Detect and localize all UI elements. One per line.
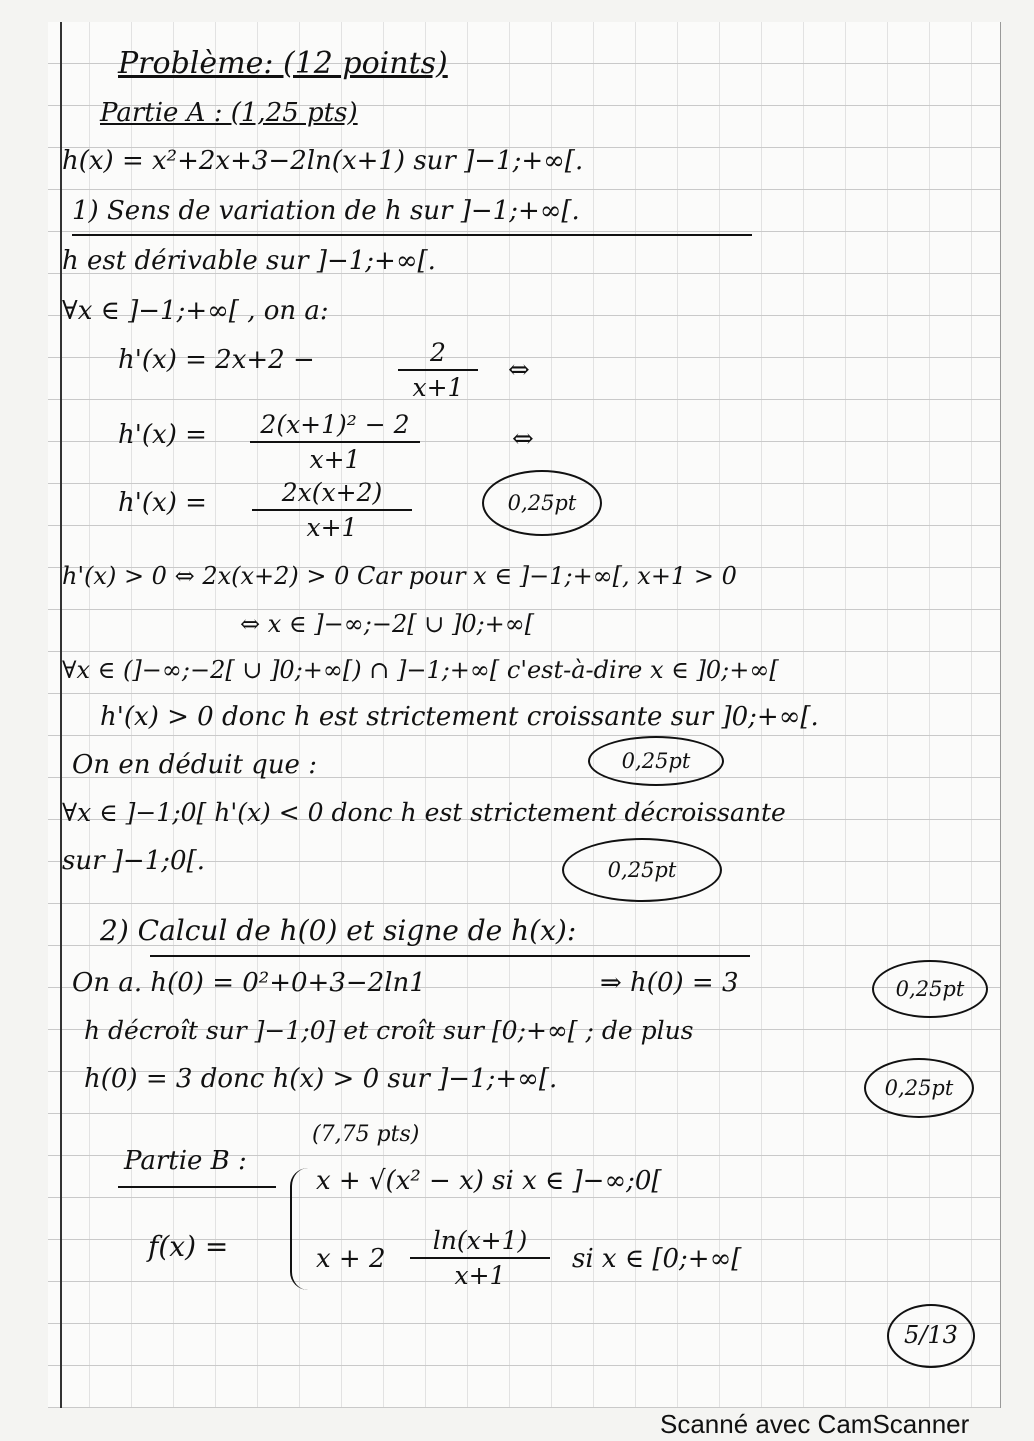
f-lhs: f(x) = — [148, 1230, 229, 1263]
decreasing-line: ∀x ∈ ]−1;0[ h'(x) < 0 donc h est strictement décroissante — [62, 798, 786, 827]
case-2-prefix: x + 2 — [316, 1244, 386, 1274]
question-1-underline — [72, 234, 752, 236]
deriv1-lhs: h'(x) = 2x+2 − — [118, 345, 315, 375]
derivable-line: h est dérivable sur ]−1;+∞[. — [62, 246, 436, 276]
sign-line-3: ∀x ∈ (]−∞;−2[ ∪ ]0;+∞[) ∩ ]−1;+∞[ c'est-à-dire x ∈ ]0;+∞[ — [62, 656, 779, 684]
sign-line-1: h'(x) > 0 ⇔ 2x(x+2) > 0 Car pour x ∈ ]−1;+∞[, x+1 > 0 — [62, 562, 737, 590]
deriv3-lhs: h'(x) = — [118, 488, 207, 518]
points-badge-5: 0,25pt — [864, 1058, 974, 1118]
piecewise-brace — [290, 1168, 314, 1290]
deriv1-equiv: ⇔ — [508, 355, 530, 385]
case-2-numerator: ln(x+1) — [410, 1226, 550, 1259]
h0-result: ⇒ h(0) = 3 — [600, 968, 739, 998]
decreasing-interval: sur ]−1;0[. — [62, 846, 205, 876]
deriv3-denominator: x+1 — [306, 513, 358, 542]
partB-underline — [118, 1186, 276, 1188]
camscanner-footer: Scanné avec CamScanner — [660, 1409, 970, 1439]
deriv1-denominator: x+1 — [412, 373, 464, 402]
deriv3-numerator: 2x(x+2) — [252, 478, 412, 511]
increasing-line: h'(x) > 0 donc h est strictement croissante sur ]0;+∞[. — [100, 702, 819, 732]
case-1: x + √(x² − x) si x ∈ ]−∞;0[ — [316, 1166, 662, 1196]
margin-line — [60, 22, 62, 1408]
page-number: 5/13 — [887, 1304, 975, 1368]
deriv2-fraction — [250, 410, 420, 474]
right-border — [1000, 22, 1001, 1408]
forall-line: ∀x ∈ ]−1;+∞[ , on a: — [62, 296, 329, 326]
deriv1-numerator: 2 — [398, 338, 478, 371]
partA-heading: Partie A : (1,25 pts) — [100, 98, 358, 128]
case-2-fraction — [410, 1226, 550, 1290]
deriv1-fraction — [398, 338, 478, 402]
question-2-underline — [150, 955, 750, 957]
deriv2-denominator: x+1 — [309, 445, 361, 474]
deriv3-fraction — [252, 478, 412, 542]
case-2-denominator: x+1 — [454, 1261, 506, 1290]
partB-points: (7,75 pts) — [312, 1122, 420, 1147]
points-badge-2: 0,25pt — [588, 736, 724, 786]
problem-title: Problème: (12 points) — [118, 46, 448, 81]
points-badge-3: 0,25pt — [562, 838, 722, 902]
points-badge-1: 0,25pt — [482, 470, 602, 536]
points-badge-4: 0,25pt — [872, 960, 988, 1018]
question-1: 1) Sens de variation de h sur ]−1;+∞[. — [72, 196, 580, 226]
partB-heading: Partie B : — [124, 1146, 247, 1176]
monotony-summary: h décroît sur ]−1;0] et croît sur [0;+∞[ ; de plus — [84, 1016, 694, 1045]
deriv2-numerator: 2(x+1)² − 2 — [250, 410, 420, 443]
deduce-line: On en déduit que : — [72, 750, 317, 780]
sign-line-2: ⇔ x ∈ ]−∞;−2[ ∪ ]0;+∞[ — [240, 610, 535, 638]
case-2-domain: si x ∈ [0;+∞[ — [572, 1244, 742, 1274]
question-2: 2) Calcul de h(0) et signe de h(x): — [100, 914, 577, 947]
h-definition: h(x) = x²+2x+3−2ln(x+1) sur ]−1;+∞[. — [62, 146, 584, 176]
deriv2-equiv: ⇔ — [512, 424, 534, 454]
sign-conclusion: h(0) = 3 donc h(x) > 0 sur ]−1;+∞[. — [84, 1064, 558, 1094]
h0-computation: On a. h(0) = 0²+0+3−2ln1 — [72, 968, 426, 998]
deriv2-lhs: h'(x) = — [118, 420, 207, 450]
